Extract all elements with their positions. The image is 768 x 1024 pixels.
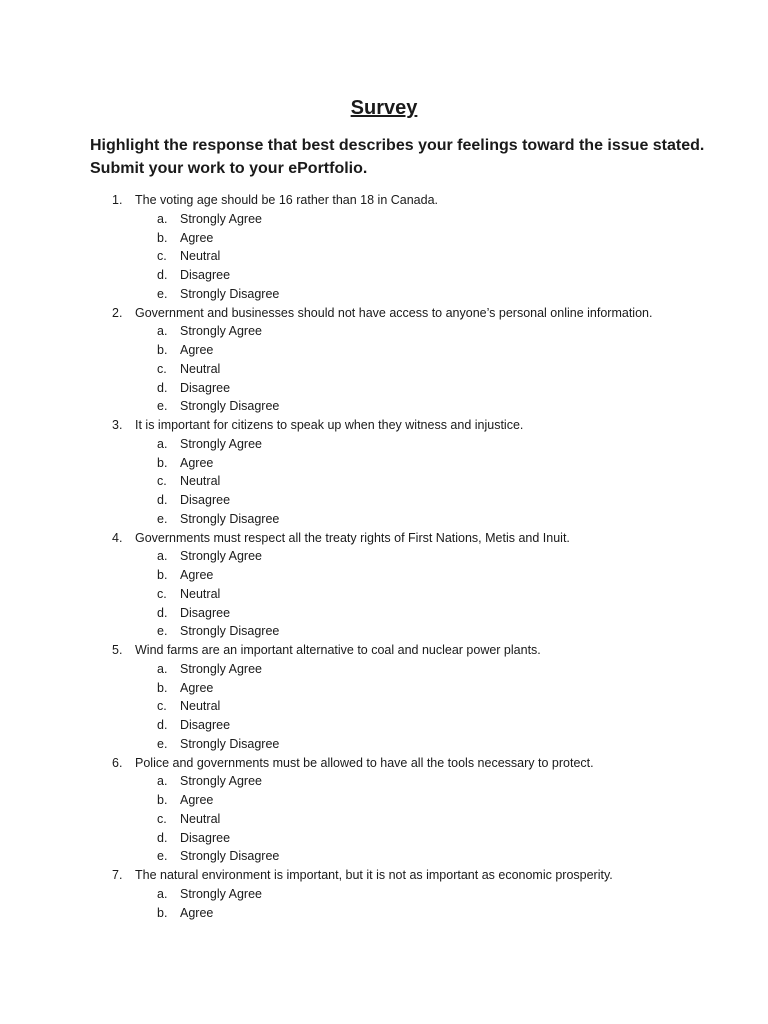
question-line [0, 529, 768, 548]
option-letter: c. [157, 699, 167, 714]
option-label: Strongly Agree [180, 774, 262, 789]
option-letter: e. [157, 849, 168, 864]
answer-option[interactable] [0, 322, 768, 341]
question-line [0, 416, 768, 435]
option-letter: b. [157, 343, 168, 357]
option-label: Strongly Agree [180, 886, 262, 901]
option-label: Agree [180, 793, 214, 807]
answer-option[interactable] [0, 210, 768, 229]
answer-option[interactable] [0, 229, 768, 248]
option-letter: d. [157, 718, 168, 732]
option-label: Disagree [180, 380, 231, 395]
option-label: Strongly Disagree [180, 624, 280, 639]
question-text: The voting age should be 16 rather than 18 in Canada. [135, 193, 438, 207]
answer-option[interactable] [0, 566, 768, 585]
option-letter: a. [157, 661, 168, 676]
answer-option[interactable] [0, 660, 768, 679]
answer-option[interactable] [0, 285, 768, 304]
option-letter: b. [157, 680, 168, 695]
option-label: Disagree [180, 493, 231, 507]
question-text: It is important for citizens to speak up when they witness and injustice. [135, 418, 524, 432]
answer-option[interactable] [0, 379, 768, 398]
option-letter: a. [157, 324, 168, 339]
option-label: Strongly Disagree [180, 736, 280, 751]
answer-option[interactable] [0, 341, 768, 360]
option-letter: d. [157, 268, 168, 282]
option-label: Agree [180, 568, 214, 582]
option-letter: d. [157, 605, 168, 620]
option-label: Neutral [180, 474, 221, 489]
option-label: Neutral [180, 361, 221, 376]
answer-option[interactable] [0, 772, 768, 791]
option-letter: c. [157, 249, 167, 264]
question-text: Wind farms are an important alternative to coal and nuclear power plants. [135, 643, 541, 657]
answer-options [0, 547, 768, 641]
question-number: 2. [112, 305, 123, 320]
question-number: 7. [112, 868, 123, 882]
option-label: Strongly Agree [180, 211, 262, 226]
option-label: Neutral [180, 249, 221, 264]
survey-question [0, 416, 768, 529]
answer-option[interactable] [0, 247, 768, 266]
option-label: Strongly Disagree [180, 849, 280, 864]
answer-option[interactable] [0, 360, 768, 379]
option-label: Agree [180, 343, 214, 357]
option-label: Strongly Disagree [180, 286, 280, 301]
option-letter: a. [157, 774, 168, 789]
option-letter: a. [157, 549, 168, 564]
option-letter: c. [157, 361, 167, 376]
question-number: 1. [112, 193, 123, 207]
question-text: Government and businesses should not have access to anyone’s personal online information. [135, 305, 653, 320]
instructions-text: Highlight the response that best describes your feelings toward the issue stated. Submit your work to your ePortfolio. [90, 137, 705, 177]
answer-option[interactable] [0, 810, 768, 829]
option-label: Agree [180, 230, 214, 245]
answer-option[interactable] [0, 622, 768, 641]
survey-question [0, 304, 768, 417]
option-letter: e. [157, 736, 168, 751]
option-letter: a. [157, 211, 168, 226]
option-label: Agree [180, 680, 214, 695]
answer-option[interactable] [0, 510, 768, 529]
option-letter: b. [157, 793, 168, 807]
question-number: 6. [112, 755, 123, 770]
question-number: 4. [112, 530, 123, 545]
option-letter: e. [157, 286, 168, 301]
survey-question [0, 191, 768, 304]
option-label: Neutral [180, 699, 221, 714]
question-number: 5. [112, 643, 123, 657]
question-line [0, 304, 768, 323]
option-letter: b. [157, 455, 168, 470]
answer-option[interactable] [0, 454, 768, 473]
option-label: Disagree [180, 830, 231, 845]
option-letter: c. [157, 474, 167, 489]
survey-question [0, 866, 768, 922]
option-letter: e. [157, 511, 168, 526]
option-label: Agree [180, 455, 214, 470]
survey-question [0, 641, 768, 754]
answer-option[interactable] [0, 604, 768, 623]
answer-options [0, 885, 768, 923]
answer-option[interactable] [0, 435, 768, 454]
answer-option[interactable] [0, 829, 768, 848]
survey-question [0, 529, 768, 642]
answer-option[interactable] [0, 472, 768, 491]
answer-option[interactable] [0, 716, 768, 735]
option-letter: d. [157, 380, 168, 395]
question-text: Governments must respect all the treaty rights of First Nations, Metis and Inuit. [135, 530, 570, 545]
question-text: Police and governments must be allowed to have all the tools necessary to protect. [135, 755, 594, 770]
answer-option[interactable] [0, 735, 768, 754]
answer-options [0, 322, 768, 416]
answer-option[interactable] [0, 397, 768, 416]
answer-option[interactable] [0, 904, 768, 923]
option-letter: b. [157, 568, 168, 582]
option-letter: a. [157, 436, 168, 451]
question-number: 3. [112, 418, 123, 432]
option-letter: e. [157, 624, 168, 639]
answer-option[interactable] [0, 697, 768, 716]
option-label: Strongly Agree [180, 436, 262, 451]
answer-option[interactable] [0, 679, 768, 698]
question-line [0, 641, 768, 660]
page-title: Survey [350, 97, 418, 119]
answer-option[interactable] [0, 547, 768, 566]
option-label: Disagree [180, 268, 231, 282]
question-list [0, 191, 768, 922]
question-text: The natural environment is important, but it is not as important as economic prosperity. [135, 868, 613, 882]
question-line [0, 754, 768, 773]
option-letter: d. [157, 493, 168, 507]
option-label: Strongly Agree [180, 549, 262, 564]
option-label: Disagree [180, 605, 231, 620]
answer-options [0, 210, 768, 304]
option-label: Strongly Disagree [180, 399, 280, 414]
answer-option[interactable] [0, 585, 768, 604]
option-label: Strongly Agree [180, 324, 262, 339]
option-letter: d. [157, 830, 168, 845]
question-line [0, 191, 768, 210]
option-letter: b. [157, 230, 168, 245]
option-label: Disagree [180, 718, 231, 732]
option-label: Strongly Agree [180, 661, 262, 676]
option-letter: a. [157, 886, 168, 901]
option-letter: e. [157, 399, 168, 414]
answer-options [0, 435, 768, 529]
option-label: Neutral [180, 811, 221, 826]
option-letter: c. [157, 586, 167, 601]
option-letter: c. [157, 811, 167, 826]
option-letter: b. [157, 905, 168, 920]
answer-option[interactable] [0, 491, 768, 510]
answer-options [0, 772, 768, 866]
answer-option[interactable] [0, 885, 768, 904]
survey-question [0, 754, 768, 867]
question-line [0, 866, 768, 885]
answer-option[interactable] [0, 847, 768, 866]
answer-options [0, 660, 768, 754]
answer-option[interactable] [0, 791, 768, 810]
answer-option[interactable] [0, 266, 768, 285]
option-label: Agree [180, 905, 214, 920]
option-label: Neutral [180, 586, 221, 601]
option-label: Strongly Disagree [180, 511, 280, 526]
